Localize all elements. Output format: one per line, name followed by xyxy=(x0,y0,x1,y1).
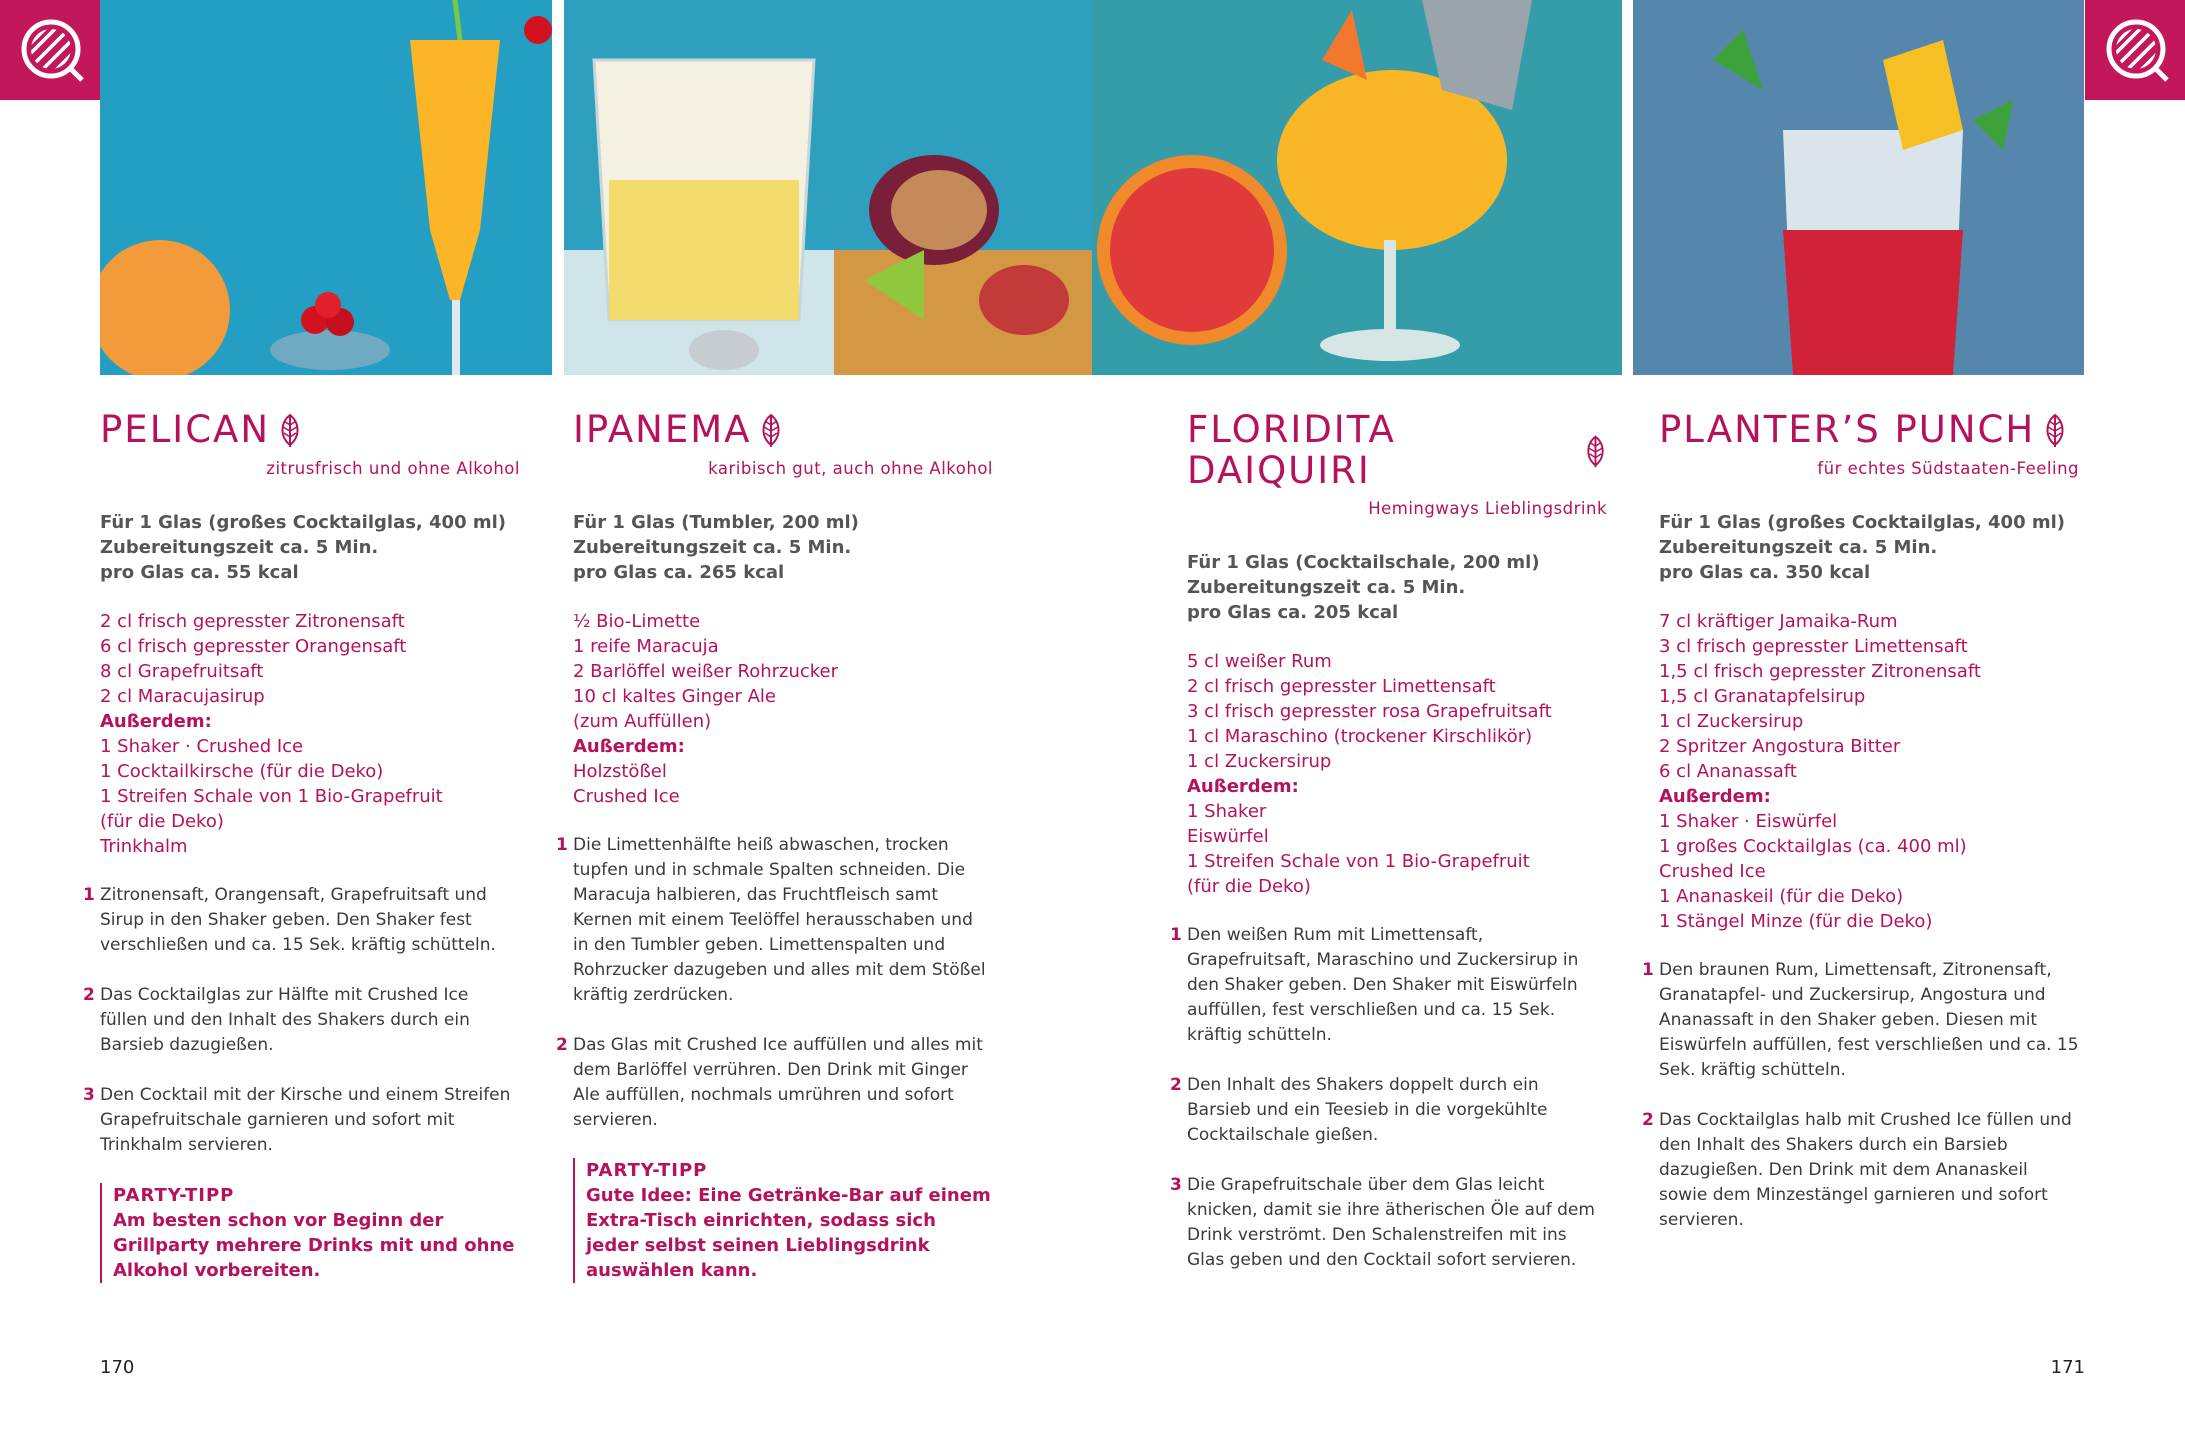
step: 1 Die Limettenhälfte heiß abwaschen, trocken tupfen und in schmale Spalten schneiden. Die Maracuja halbieren, das Fruchtfleisch samt Kernen mit einem Teelöffel herausschaben und in den Tumbler geben. Limettenspalten und Rohrzucker dazugeben und alles mit dem Stößel kräftig zerdrücken. xyxy=(556,834,986,1005)
ingredient-list xyxy=(100,609,520,859)
recipe-floridita-daiquiri xyxy=(1170,400,1607,1298)
list-item: 6 cl frisch gepresster Orangensaft xyxy=(100,635,407,657)
recipe-title: PLANTER’S PUNCH xyxy=(1659,410,2079,451)
step: 1 Den weißen Rum mit Limettensaft, Grapefruitsaft, Maraschino und Zuckersirup in den Shaker geben. Den Shaker mit Eiswürfeln auffüllen, fest verschließen und ca. 15 Sek. kräftig schütteln. xyxy=(1170,925,1579,1046)
ingredient-list xyxy=(1187,649,1607,899)
photo-planters-punch xyxy=(1633,0,2084,375)
list-item: 1,5 cl frisch gepresster Zitronensaft xyxy=(1659,660,1981,682)
list-item: 3 cl frisch gepresster Limettensaft xyxy=(1659,635,1968,657)
grill-icon xyxy=(2103,16,2173,86)
recipe-subtitle: Hemingways Lieblingsdrink xyxy=(1368,499,1607,519)
extras-label: Außerdem: xyxy=(1659,785,1771,807)
ingredient-list xyxy=(1659,609,2079,934)
party-tip: PARTY-TIPP Am besten schon vor Beginn der Grillparty mehrere Drinks mit und ohne Alkohol vorbereiten. xyxy=(100,1183,520,1283)
list-item: 8 cl Grapefruitsaft xyxy=(100,660,264,682)
list-item: 1 Cocktailkirsche (für die Deko) xyxy=(100,760,384,782)
leaf-icon xyxy=(278,413,302,447)
list-item: 1 Stängel Minze (für die Deko) xyxy=(1659,910,1933,932)
list-item: 1,5 cl Granatapfelsirup xyxy=(1659,685,1866,707)
leaf-icon xyxy=(1584,434,1607,468)
recipe-meta: Für 1 Glas (Cocktailschale, 200 ml) Zubereitungszeit ca. 5 Min. pro Glas ca. 205 kcal xyxy=(1187,552,1540,624)
list-item: 1 reife Maracuja xyxy=(573,635,719,657)
list-item: 7 cl kräftiger Jamaika-Rum xyxy=(1659,610,1898,632)
list-item: Trinkhalm xyxy=(100,835,188,857)
photo-pelican xyxy=(100,0,552,375)
list-item: 2 Spritzer Angostura Bitter xyxy=(1659,735,1901,757)
list-item: 1 cl Zuckersirup xyxy=(1659,710,1804,732)
step: 2 Das Cocktailglas zur Hälfte mit Crushed Ice füllen und den Inhalt des Shakers durch ein Barsieb dazugießen. xyxy=(83,984,470,1055)
list-item: Eiswürfel xyxy=(1187,826,1269,848)
extras-label: Außerdem: xyxy=(573,735,685,757)
step-list xyxy=(83,883,520,1158)
list-item: Crushed Ice xyxy=(1659,860,1766,882)
extras-label: Außerdem: xyxy=(1187,776,1299,798)
recipe-subtitle: zitrusfrisch und ohne Alkohol xyxy=(266,458,520,478)
recipe-title: FLORIDITA DAIQUIRI xyxy=(1187,410,1607,491)
list-item: 2 cl frisch gepresster Zitronensaft xyxy=(100,610,405,632)
recipe-subtitle: karibisch gut, auch ohne Alkohol xyxy=(708,458,993,478)
list-item: 2 Barlöffel weißer Rohrzucker xyxy=(573,660,839,682)
corner-tab-left xyxy=(0,0,100,100)
list-item: 2 cl frisch gepresster Limettensaft xyxy=(1187,676,1496,698)
recipe-meta: Für 1 Glas (großes Cocktailglas, 400 ml) Zubereitungszeit ca. 5 Min. pro Glas ca. 55 kcal xyxy=(100,511,507,583)
recipe-subtitle: für echtes Südstaaten-Feeling xyxy=(1817,458,2079,478)
list-item: 10 cl kaltes Ginger Ale xyxy=(573,685,776,707)
list-item: Crushed Ice xyxy=(573,785,680,807)
step: 2 Das Cocktailglas halb mit Crushed Ice füllen und den Inhalt des Shakers durch ein Barsieb dazugießen. Den Drink mit dem Ananaskeil sowie dem Minzestängel garnieren und sofort servieren. xyxy=(1642,1109,2072,1230)
list-item: 3 cl frisch gepresster rosa Grapefruitsaft xyxy=(1187,701,1552,723)
list-item: 2 cl Maracujasirup xyxy=(100,685,265,707)
leaf-icon xyxy=(759,413,783,447)
grill-icon xyxy=(18,16,88,86)
list-item: Holzstößel xyxy=(573,760,667,782)
recipe-title: IPANEMA xyxy=(573,410,993,451)
step-list xyxy=(1170,923,1607,1273)
step: 1 Den braunen Rum, Limettensaft, Zitronensaft, Granatapfel- und Zuckersirup, Angostura und Ananassaft in den Shaker geben. Diesen mit Eiswürfeln auffüllen, fest verschließen und ca. 15 Sek. kräftig schütteln. xyxy=(1642,959,2079,1080)
recipe-planters-punch xyxy=(1642,400,2079,1258)
recipe-meta: Für 1 Glas (Tumbler, 200 ml) Zubereitungszeit ca. 5 Min. pro Glas ca. 265 kcal xyxy=(573,511,859,583)
list-item: (zum Auffüllen) xyxy=(573,710,712,732)
list-item: (für die Deko) xyxy=(1187,876,1311,898)
recipe-pelican xyxy=(83,400,520,1283)
list-item: 5 cl weißer Rum xyxy=(1187,651,1332,673)
step: 2 Den Inhalt des Shakers doppelt durch ein Barsieb und ein Teesieb in die vorgekühlte Cocktailschale gießen. xyxy=(1170,1075,1548,1146)
photo-floridita-daiquiri xyxy=(1092,0,1622,375)
page-number-right: 171 xyxy=(2050,1357,2085,1378)
list-item: (für die Deko) xyxy=(100,810,224,832)
list-item: 1 Streifen Schale von 1 Bio-Grapefruit xyxy=(1187,851,1530,873)
recipe-title: PELICAN xyxy=(100,410,520,451)
list-item: 1 großes Cocktailglas (ca. 400 ml) xyxy=(1659,835,1967,857)
list-item: 1 Shaker · Crushed Ice xyxy=(100,735,304,757)
list-item: 1 cl Zuckersirup xyxy=(1187,751,1332,773)
extras-label: Außerdem: xyxy=(100,710,212,732)
step: 3 Den Cocktail mit der Kirsche und einem Streifen Grapefruitschale garnieren und sofort mit Trinkhalm servieren. xyxy=(83,1084,511,1155)
list-item: 1 Ananaskeil (für die Deko) xyxy=(1659,885,1904,907)
list-item: ½ Bio-Limette xyxy=(573,610,701,632)
list-item: 1 cl Maraschino (trockener Kirschlikör) xyxy=(1187,726,1533,748)
corner-tab-right xyxy=(2085,0,2185,100)
step: 1 Zitronensaft, Orangensaft, Grapefruitsaft und Sirup in den Shaker geben. Den Shaker fest verschließen und ca. 15 Sek. kräftig schütteln. xyxy=(83,884,496,955)
step: 3 Die Grapefruitschale über dem Glas leicht knicken, damit sie ihre ätherischen Öle auf dem Drink verströmt. Den Schalenstreifen mit ins Glas geben und den Cocktail sofort servieren. xyxy=(1170,1175,1595,1271)
leaf-icon xyxy=(2043,413,2067,447)
list-item: 1 Shaker · Eiswürfel xyxy=(1659,810,1838,832)
step-list xyxy=(556,833,993,1133)
step: 2 Das Glas mit Crushed Ice auffüllen und alles mit dem Barlöffel verrühren. Den Drink mit Ginger Ale auffüllen, nochmals umrühren und sofort servieren. xyxy=(556,1034,983,1130)
recipe-ipanema xyxy=(556,400,993,1283)
list-item: 6 cl Ananassaft xyxy=(1659,760,1797,782)
photo-ipanema xyxy=(564,0,1092,375)
page-number-left: 170 xyxy=(100,1357,135,1378)
step-list xyxy=(1642,958,2079,1233)
list-item: 1 Streifen Schale von 1 Bio-Grapefruit xyxy=(100,785,443,807)
ingredient-list xyxy=(573,609,993,809)
list-item: 1 Shaker xyxy=(1187,801,1267,823)
recipe-meta: Für 1 Glas (großes Cocktailglas, 400 ml) Zubereitungszeit ca. 5 Min. pro Glas ca. 350 kcal xyxy=(1659,511,2066,583)
party-tip: PARTY-TIPP Gute Idee: Eine Getränke-Bar auf einem Extra-Tisch einrichten, sodass sich jeder selbst seinen Lieblingsdrink auswählen kann. xyxy=(573,1158,993,1283)
